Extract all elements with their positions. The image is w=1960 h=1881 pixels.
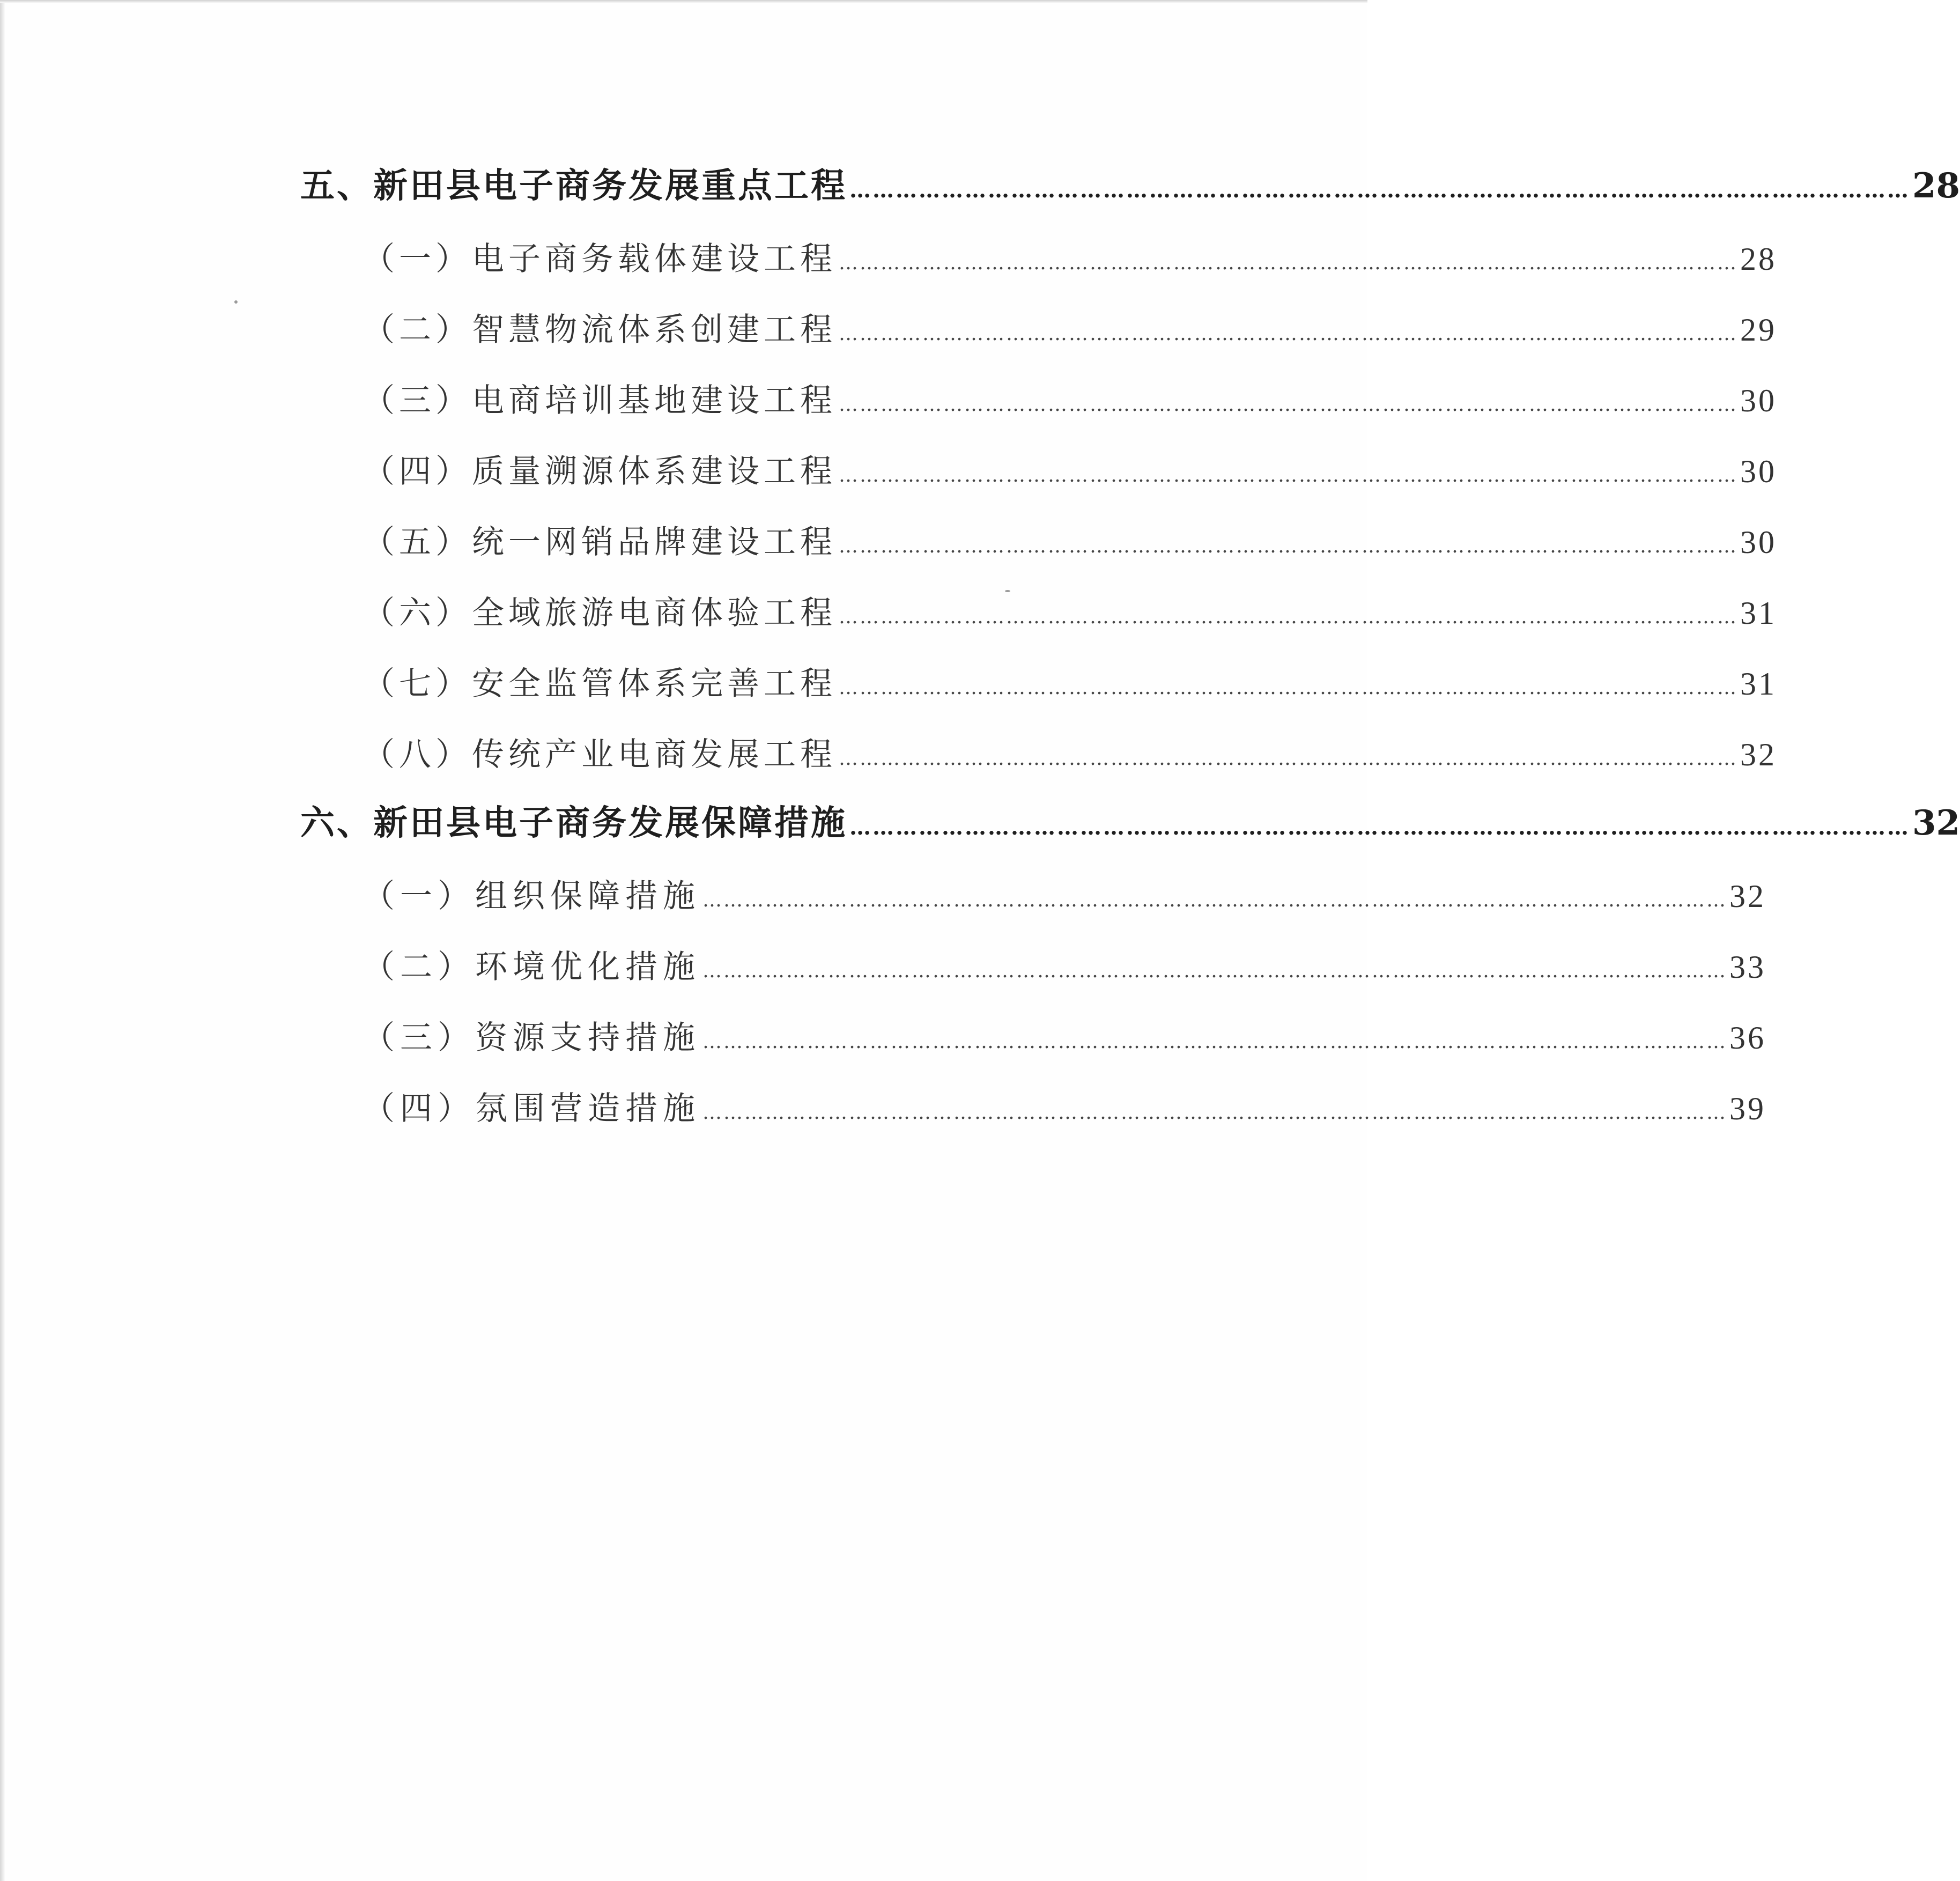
toc-page-number: 32 <box>1740 737 1777 772</box>
toc-item[interactable] <box>363 873 1766 919</box>
toc-leader-dots: ………………………………………………………………………………………………………………… <box>839 535 1738 557</box>
toc-leader-dots: ………………………………………………………………………………………………………………………… <box>849 178 1910 203</box>
toc-item[interactable] <box>363 307 1777 353</box>
scan-edge-left <box>0 0 5 1881</box>
toc-page-number: 31 <box>1740 666 1777 702</box>
toc-item[interactable] <box>363 378 1777 424</box>
toc-page-number: 28 <box>1912 166 1960 206</box>
toc-page-number: 29 <box>1740 312 1777 348</box>
toc-page-number: 32 <box>1912 803 1960 843</box>
toc-leader-dots: ………………………………………………………………………………………………………………………… <box>849 815 1910 840</box>
toc-item-title: （一）组织保障措施 <box>363 877 700 915</box>
toc-page-number: 36 <box>1729 1020 1766 1056</box>
toc-item-title: （三）资源支持措施 <box>363 1019 700 1057</box>
scan-speck <box>234 300 238 304</box>
toc-item[interactable] <box>363 732 1777 778</box>
toc-leader-dots: ………………………………………………………………………………………………………………………………… <box>702 1102 1727 1124</box>
toc-section-entry[interactable] <box>300 799 1960 847</box>
toc-section-title: 五、新田县电子商务发展重点工程 <box>300 166 847 206</box>
toc-page-number: 31 <box>1740 595 1777 631</box>
toc-item-title: （四）氛围营造措施 <box>363 1090 700 1127</box>
toc-item-title: （七）安全监管体系完善工程 <box>363 665 837 703</box>
toc-item-title: （三）电商培训基地建设工程 <box>363 382 837 419</box>
toc-leader-dots: ………………………………………………………………………………………………………………………………… <box>702 889 1727 911</box>
toc-leader-dots: ………………………………………………………………………………………………………………… <box>839 252 1738 274</box>
toc-leader-dots: ………………………………………………………………………………………………………………… <box>839 394 1738 416</box>
toc-item[interactable] <box>363 1015 1766 1061</box>
toc-item[interactable] <box>363 519 1777 565</box>
toc-page-number: 30 <box>1740 454 1777 489</box>
toc-item-title: （六）全域旅游电商体验工程 <box>363 594 837 632</box>
toc-leader-dots: ………………………………………………………………………………………………………………………………… <box>702 1031 1727 1053</box>
toc-leader-dots: ………………………………………………………………………………………………………………… <box>839 606 1738 628</box>
toc-page-number: 30 <box>1740 525 1777 560</box>
toc-item[interactable] <box>363 1086 1766 1132</box>
toc-page-number: 39 <box>1729 1091 1766 1126</box>
toc-item-title: （一）电子商务载体建设工程 <box>363 240 837 278</box>
toc-leader-dots: ………………………………………………………………………………………………………………… <box>839 748 1738 770</box>
toc-item-title: （八）传统产业电商发展工程 <box>363 736 837 773</box>
scan-edge-top <box>0 0 1367 3</box>
toc-item-title: （二）智慧物流体系创建工程 <box>363 311 837 349</box>
toc-page-number: 33 <box>1729 949 1766 985</box>
toc-leader-dots: ………………………………………………………………………………………………………………… <box>839 677 1738 699</box>
toc-item[interactable] <box>363 944 1766 990</box>
toc-leader-dots: ………………………………………………………………………………………………………………… <box>839 464 1738 486</box>
toc-section-title: 六、新田县电子商务发展保障措施 <box>300 803 847 843</box>
toc-item[interactable] <box>363 661 1777 707</box>
toc-item[interactable] <box>363 448 1777 495</box>
toc-page-number: 30 <box>1740 383 1777 418</box>
toc-page-number: 28 <box>1740 241 1777 277</box>
toc-item[interactable] <box>363 236 1777 282</box>
toc-item-title: （四）质量溯源体系建设工程 <box>363 453 837 490</box>
toc-item-title: （五）统一网销品牌建设工程 <box>363 523 837 561</box>
toc-section-entry[interactable] <box>300 162 1960 210</box>
toc-leader-dots: ………………………………………………………………………………………………………………………………… <box>702 960 1727 982</box>
toc-leader-dots: ………………………………………………………………………………………………………………… <box>839 323 1738 345</box>
toc-item-title: （二）环境优化措施 <box>363 948 700 986</box>
toc-page-number: 32 <box>1729 879 1766 914</box>
toc-item[interactable] <box>363 590 1777 636</box>
